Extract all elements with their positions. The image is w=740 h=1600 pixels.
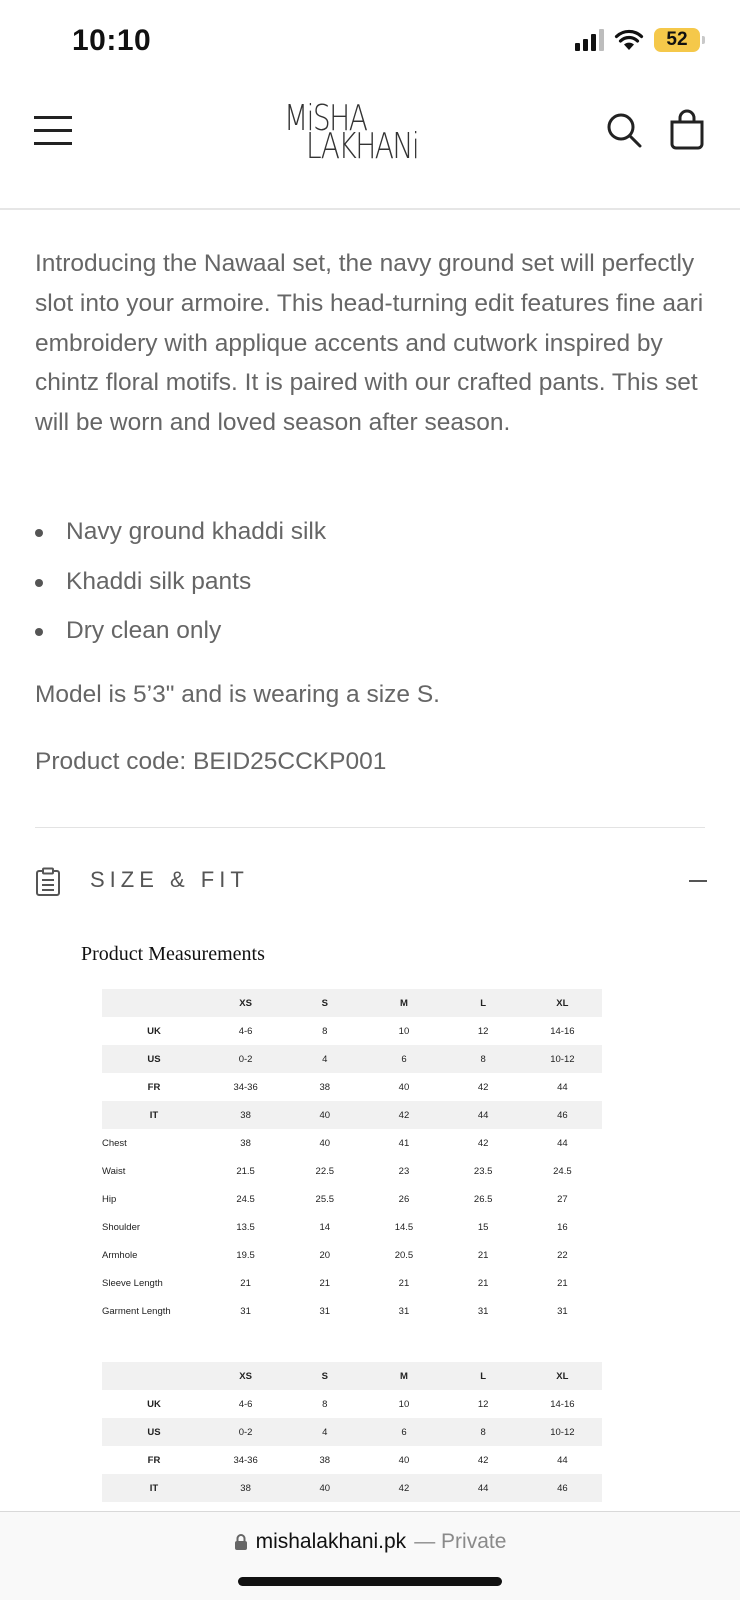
- measurement-cell: 14.5: [394, 1221, 414, 1233]
- measurement-cell: 20: [319, 1249, 331, 1261]
- measurement-label: Chest: [102, 1137, 127, 1149]
- measurement-row: [102, 1213, 602, 1241]
- measurement-cell: 21: [398, 1277, 410, 1289]
- region-size-row: [102, 1017, 602, 1045]
- measurement-row: [102, 1241, 602, 1269]
- measurement-row: [102, 1185, 602, 1213]
- status-icons: [575, 28, 700, 52]
- measurement-cell: 31: [319, 1305, 331, 1317]
- measurement-cell: 20.5: [394, 1249, 414, 1261]
- size-cell: 4-6: [238, 1398, 253, 1410]
- size-column-header: XS: [206, 989, 285, 1017]
- size-cell: 6: [364, 1045, 443, 1073]
- measurement-cell: 21.5: [236, 1165, 255, 1177]
- measurement-row: [102, 1269, 602, 1297]
- size-cell: 8: [444, 1418, 523, 1446]
- measurement-cell: 23.5: [473, 1165, 493, 1177]
- size-fit-accordion-header[interactable]: [35, 863, 707, 899]
- measurement-label: Waist: [102, 1165, 126, 1177]
- home-indicator: [238, 1577, 502, 1586]
- region-size-row: [102, 1474, 602, 1502]
- feature-item: Navy ground khaddi silk: [35, 512, 715, 562]
- region-label: UK: [147, 1025, 161, 1037]
- size-cell: 12: [477, 1025, 489, 1037]
- size-cell: 8: [322, 1025, 328, 1037]
- measurement-cell: 22: [557, 1249, 568, 1261]
- size-cell: 38: [206, 1474, 285, 1502]
- measurements-title: Product Measurements: [81, 943, 265, 965]
- measurement-cell: 21: [477, 1277, 489, 1289]
- size-cell: 14-16: [550, 1025, 575, 1037]
- measurement-cell: 27: [557, 1193, 568, 1205]
- measurement-label: Shoulder: [102, 1221, 141, 1233]
- size-cell: 46: [523, 1101, 602, 1129]
- size-column-header: L: [444, 989, 523, 1017]
- size-column-header: M: [364, 989, 443, 1017]
- measurement-cell: 21: [557, 1277, 568, 1289]
- measurement-cell: 31: [240, 1305, 251, 1317]
- size-cell: 6: [364, 1418, 443, 1446]
- bag-icon: [668, 108, 706, 150]
- measurement-label: Armhole: [102, 1249, 138, 1261]
- size-cell: 12: [477, 1398, 489, 1410]
- size-cell: 38: [206, 1101, 285, 1129]
- url-domain: mishalakhani.pk: [255, 1530, 407, 1553]
- region-size-row: [102, 1101, 602, 1129]
- measurement-cell: 23: [398, 1165, 410, 1177]
- size-column-header: XS: [206, 1362, 285, 1390]
- size-cell: 4-6: [238, 1025, 253, 1037]
- measurement-cell: 24.5: [236, 1193, 255, 1205]
- size-cell: 42: [364, 1474, 443, 1502]
- size-column-header: S: [285, 1362, 364, 1390]
- clipboard-icon: [35, 867, 61, 897]
- measurement-row: [102, 1297, 602, 1325]
- size-cell: 42: [477, 1454, 489, 1466]
- size-cell: 10-12: [523, 1045, 602, 1073]
- collapse-minus-icon[interactable]: [689, 880, 707, 882]
- cart-button[interactable]: [668, 108, 706, 150]
- region-size-row: [102, 1446, 602, 1474]
- measurement-label: Hip: [102, 1193, 117, 1205]
- size-cell: 8: [322, 1398, 328, 1410]
- region-label: IT: [102, 1474, 206, 1502]
- measurement-cell: 42: [477, 1137, 489, 1149]
- model-note: Model is 5’3" and is wearing a size S.: [35, 681, 440, 708]
- region-size-row: [102, 1045, 602, 1073]
- measurement-cell: 14: [319, 1221, 331, 1233]
- battery-icon: 52: [654, 28, 700, 52]
- menu-icon: [34, 116, 72, 119]
- measurement-cell: 16: [557, 1221, 568, 1233]
- size-cell: 38: [319, 1081, 331, 1093]
- size-column-header: S: [285, 989, 364, 1017]
- url-row[interactable]: [0, 1512, 740, 1572]
- region-label: US: [102, 1418, 206, 1446]
- size-cell: 10-12: [523, 1418, 602, 1446]
- menu-button[interactable]: [34, 114, 74, 148]
- measurement-label: Sleeve Length: [102, 1277, 163, 1289]
- size-fit-label: SIZE & FIT: [90, 867, 249, 892]
- measurement-cell: 31: [477, 1305, 489, 1317]
- measurement-cell: 26: [398, 1193, 410, 1205]
- region-label: IT: [102, 1101, 206, 1129]
- size-cell: 10: [398, 1025, 410, 1037]
- region-size-row: [102, 1390, 602, 1418]
- region-label: US: [102, 1045, 206, 1073]
- size-cell: 34-36: [233, 1081, 258, 1093]
- measurement-cell: 31: [398, 1305, 410, 1317]
- measurement-cell: 25.5: [315, 1193, 335, 1205]
- feature-item: Dry clean only: [35, 611, 715, 661]
- size-cell: 38: [319, 1454, 331, 1466]
- size-cell: 4: [285, 1045, 364, 1073]
- size-cell: 10: [398, 1398, 410, 1410]
- size-cell: 40: [285, 1474, 364, 1502]
- site-header: [0, 84, 740, 210]
- measurement-cell: 15: [477, 1221, 489, 1233]
- feature-item: Khaddi silk pants: [35, 562, 715, 612]
- region-label: FR: [147, 1454, 161, 1466]
- size-column-header: XL: [523, 989, 602, 1017]
- measurement-cell: 38: [240, 1137, 251, 1149]
- size-column-header: XL: [523, 1362, 602, 1390]
- size-chart-table: [102, 989, 602, 1325]
- measurement-cell: 24.5: [553, 1165, 572, 1177]
- search-icon: [604, 110, 644, 150]
- size-header-row: [102, 1362, 602, 1390]
- size-header-row: [102, 989, 602, 1017]
- measurement-cell: 21: [240, 1277, 251, 1289]
- measurement-cell: 13.5: [236, 1221, 255, 1233]
- size-cell: 0-2: [206, 1045, 285, 1073]
- size-cell: 34-36: [233, 1454, 258, 1466]
- measurement-cell: 44: [557, 1137, 568, 1149]
- measurement-cell: 31: [557, 1305, 568, 1317]
- size-cell: 44: [557, 1081, 568, 1093]
- search-button[interactable]: [604, 110, 644, 150]
- section-divider: [35, 827, 705, 828]
- product-description: Introducing the Nawaal set, the navy ground set will perfectly slot into your armoire. This head-turning edit features fine aari embroidery with applique accents and cutwork inspired by chintz floral motifs. It is paired with our crafted pants. This set will be worn and loved season after season.: [35, 250, 704, 437]
- size-cell: 8: [444, 1045, 523, 1073]
- product-code: Product code: BEID25CCKP001: [35, 748, 387, 775]
- region-size-row: [102, 1073, 602, 1101]
- region-size-row: [102, 1418, 602, 1446]
- measurement-label: Garment Length: [102, 1305, 171, 1317]
- size-column-header: L: [444, 1362, 523, 1390]
- product-features: [35, 512, 715, 661]
- size-cell: 42: [364, 1101, 443, 1129]
- size-cell: 40: [398, 1081, 410, 1093]
- size-cell: 40: [398, 1454, 410, 1466]
- measurement-cell: 40: [319, 1137, 331, 1149]
- measurement-cell: 41: [398, 1137, 410, 1149]
- size-cell: 44: [444, 1101, 523, 1129]
- measurement-cell: 21: [477, 1249, 489, 1261]
- measurement-cell: 19.5: [236, 1249, 255, 1261]
- measurement-row: [102, 1157, 602, 1185]
- measurement-cell: 21: [319, 1277, 331, 1289]
- url-private-label: — Private: [414, 1530, 507, 1553]
- size-cell: 46: [523, 1474, 602, 1502]
- wifi-icon: [614, 29, 644, 51]
- size-cell: 40: [285, 1101, 364, 1129]
- header-blank-cell: [102, 989, 206, 1017]
- measurement-row: [102, 1129, 602, 1157]
- status-time: 10:10: [72, 24, 152, 57]
- logo-line-1: MiSHA: [284, 98, 367, 139]
- status-bar: [0, 0, 740, 84]
- size-cell: 44: [557, 1454, 568, 1466]
- size-cell: 14-16: [550, 1398, 575, 1410]
- cellular-signal-icon: [575, 29, 604, 51]
- browser-url-bar[interactable]: [0, 1511, 740, 1600]
- measurement-cell: 22.5: [315, 1165, 335, 1177]
- size-cell: 4: [285, 1418, 364, 1446]
- size-cell: 0-2: [206, 1418, 285, 1446]
- region-label: UK: [147, 1398, 161, 1410]
- lock-icon: [234, 1533, 248, 1551]
- size-cell: 44: [444, 1474, 523, 1502]
- header-blank-cell: [102, 1362, 206, 1390]
- logo-line-2: LAKHANi: [306, 126, 419, 167]
- brand-logo[interactable]: [284, 98, 456, 168]
- measurement-cell: 26.5: [473, 1193, 493, 1205]
- size-chart-table-2: [102, 1362, 602, 1502]
- region-label: FR: [147, 1081, 161, 1093]
- size-cell: 42: [477, 1081, 489, 1093]
- size-column-header: M: [364, 1362, 443, 1390]
